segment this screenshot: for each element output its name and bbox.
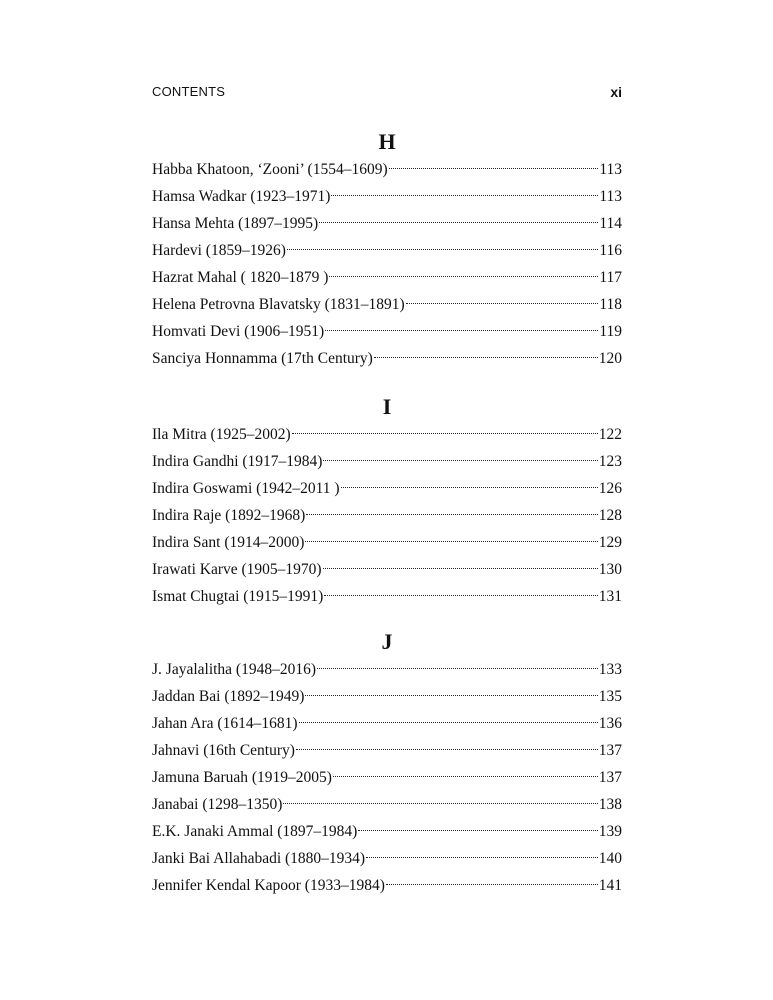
toc-entry <box>152 818 622 845</box>
dot-leader <box>389 168 599 169</box>
entry-page-number: 129 <box>598 534 622 551</box>
section-i <box>152 393 622 610</box>
entry-page-number: 130 <box>598 561 622 578</box>
dot-leader <box>287 249 598 250</box>
dot-leader <box>366 857 598 858</box>
toc-entry <box>152 264 622 291</box>
entry-page-number: 114 <box>599 215 622 232</box>
toc-entry <box>152 529 622 556</box>
entry-title: Homvati Devi (1906–1951) <box>152 323 325 340</box>
entry-page-number: 131 <box>598 588 622 605</box>
entry-page-number: 138 <box>598 796 622 813</box>
entry-page-number: 120 <box>598 350 622 367</box>
toc-entry <box>152 556 622 583</box>
toc-entry <box>152 345 622 372</box>
entry-title: Indira Raje (1892–1968) <box>152 507 306 524</box>
entry-page-number: 113 <box>599 188 622 205</box>
toc-entry <box>152 710 622 737</box>
section-letter: H <box>378 129 396 154</box>
entry-page-number: 140 <box>598 850 622 867</box>
toc-entry <box>152 872 622 899</box>
dot-leader <box>329 276 598 277</box>
entry-title: Hansa Mehta (1897–1995) <box>152 215 319 232</box>
entry-title: Indira Gandhi (1917–1984) <box>152 453 323 470</box>
dot-leader <box>283 803 597 804</box>
entry-title: E.K. Janaki Ammal (1897–1984) <box>152 823 358 840</box>
running-head <box>152 84 622 104</box>
entry-title: Jaddan Bai (1892–1949) <box>152 688 305 705</box>
toc-entry <box>152 737 622 764</box>
dot-leader <box>305 541 597 542</box>
dot-leader <box>374 357 598 358</box>
entry-title: Jahan Ara (1614–1681) <box>152 715 298 732</box>
dot-leader <box>331 195 598 196</box>
running-head-title: CONTENTS <box>152 84 226 99</box>
dot-leader <box>323 568 598 569</box>
entry-page-number: 128 <box>598 507 622 524</box>
toc-entry <box>152 183 622 210</box>
toc-entry <box>152 448 622 475</box>
dot-leader <box>306 514 598 515</box>
entry-page-number: 113 <box>599 161 622 178</box>
entry-page-number: 126 <box>598 480 622 497</box>
entry-page-number: 123 <box>598 453 622 470</box>
toc-entry <box>152 656 622 683</box>
dot-leader <box>319 222 598 223</box>
entry-title: Jamuna Baruah (1919–2005) <box>152 769 332 786</box>
entry-title: Helena Petrovna Blavatsky (1831–1891) <box>152 296 405 313</box>
page-number: xi <box>610 84 622 100</box>
entry-page-number: 119 <box>599 323 622 340</box>
entry-page-number: 122 <box>598 426 622 443</box>
section-letter: J <box>381 629 393 654</box>
toc-entry <box>152 845 622 872</box>
toc-entry <box>152 764 622 791</box>
entry-title: Hardevi (1859–1926) <box>152 242 286 259</box>
entry-list <box>152 421 622 610</box>
entry-list <box>152 656 622 899</box>
toc-entry <box>152 237 622 264</box>
entry-title: Ismat Chugtai (1915–1991) <box>152 588 324 605</box>
toc-entry <box>152 502 622 529</box>
toc-entry <box>152 156 622 183</box>
toc-entry <box>152 318 622 345</box>
section-h <box>152 128 622 372</box>
entry-page-number: 136 <box>598 715 622 732</box>
dot-leader <box>333 776 598 777</box>
entry-title: Habba Khatoon, ‘Zooni’ (1554–1609) <box>152 161 388 178</box>
entry-title: J. Jayalalitha (1948–2016) <box>152 661 317 678</box>
entry-title: Janki Bai Allahabadi (1880–1934) <box>152 850 366 867</box>
dot-leader <box>305 695 597 696</box>
entry-page-number: 139 <box>598 823 622 840</box>
entry-title: Irawati Karve (1905–1970) <box>152 561 322 578</box>
entry-page-number: 116 <box>599 242 622 259</box>
entry-title: Hazrat Mahal ( 1820–1879 ) <box>152 269 329 286</box>
toc-entry <box>152 791 622 818</box>
entry-page-number: 135 <box>598 688 622 705</box>
dot-leader <box>325 330 598 331</box>
toc-entry <box>152 421 622 448</box>
dot-leader <box>317 668 598 669</box>
entry-title: Indira Sant (1914–2000) <box>152 534 305 551</box>
entry-page-number: 117 <box>599 269 622 286</box>
dot-leader <box>406 303 599 304</box>
toc-entry <box>152 291 622 318</box>
toc-entry <box>152 210 622 237</box>
entry-page-number: 133 <box>598 661 622 678</box>
entry-title: Jahnavi (16th Century) <box>152 742 295 759</box>
dot-leader <box>341 487 598 488</box>
dot-leader <box>386 884 598 885</box>
toc-entry <box>152 475 622 502</box>
dot-leader <box>324 595 597 596</box>
entry-page-number: 141 <box>598 877 622 894</box>
dot-leader <box>358 830 597 831</box>
entry-title: Sanciya Honnamma (17th Century) <box>152 350 373 367</box>
entry-list <box>152 156 622 372</box>
entry-page-number: 137 <box>598 742 622 759</box>
entry-title: Jennifer Kendal Kapoor (1933–1984) <box>152 877 385 894</box>
dot-leader <box>296 749 598 750</box>
entry-title: Indira Goswami (1942–2011 ) <box>152 480 340 497</box>
toc-entry <box>152 683 622 710</box>
entry-page-number: 137 <box>598 769 622 786</box>
entry-title: Hamsa Wadkar (1923–1971) <box>152 188 331 205</box>
section-j <box>152 628 622 899</box>
dot-leader <box>292 433 598 434</box>
entry-title: Janabai (1298–1350) <box>152 796 283 813</box>
toc-entry <box>152 583 622 610</box>
dot-leader <box>299 722 598 723</box>
section-letter: I <box>382 394 392 419</box>
entry-page-number: 118 <box>599 296 622 313</box>
entry-title: Ila Mitra (1925–2002) <box>152 426 291 443</box>
dot-leader <box>323 460 597 461</box>
